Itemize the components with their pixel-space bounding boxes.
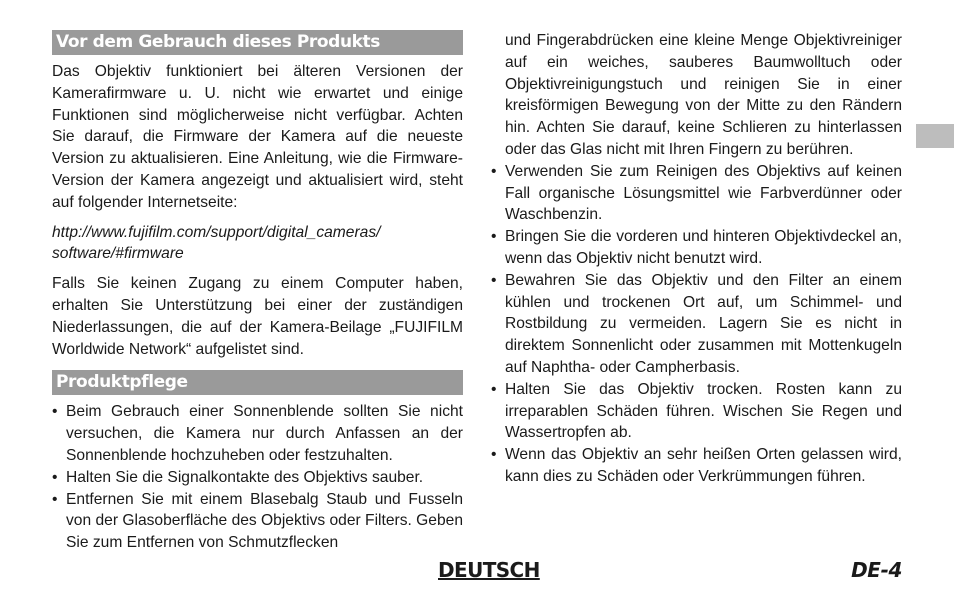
care-bullet-list-right bbox=[491, 161, 902, 488]
list-item: • Verwenden Sie zum Reinigen des Objektivs auf keinen Fall organische Lösungsmittel wie Farbverdünner oder Waschbenzin. bbox=[491, 161, 902, 226]
list-item: • Halten Sie das Objektiv trocken. Rosten kann zu irreparablen Schäden führen. Wischen Sie Regen und Wassertropfen ab. bbox=[491, 379, 902, 444]
list-item: • Halten Sie die Signalkontakte des Objektivs sauber. bbox=[52, 467, 463, 489]
firmware-paragraph: Das Objektiv funktioniert bei älteren Versionen der Kamerafirmware u. U. nicht wie erwartet und einige Funktionen sind möglicherweise nicht verfügbar. Achten Sie darauf, die Firmware der Kamera auf die neueste Version zu aktualisieren. Eine Anleitung, wie die Firmware-Version der Kamera angezeigt und aktualisiert wird, steht auf folgender Internetseite: bbox=[52, 63, 463, 211]
right-column bbox=[491, 30, 902, 488]
support-paragraph: Falls Sie keinen Zugang zu einem Computer haben, erhalten Sie Unterstützung bei einer der zuständigen Niederlassungen, die auf der Kamera-Beilage „FUJIFILM Worldwide Network“ aufgelistet sind. bbox=[52, 275, 463, 358]
list-item: • Bringen Sie die vorderen und hinteren Objektivdeckel an, wenn das Objektiv nicht benutzt wird. bbox=[491, 226, 902, 270]
care-bullet-list-left bbox=[52, 401, 463, 554]
list-item: • Wenn das Objektiv an sehr heißen Orten gelassen wird, kann dies zu Schäden oder Verkrümmungen führen. bbox=[491, 444, 902, 488]
section-heading-before-use: Vor dem Gebrauch dieses Produkts bbox=[52, 30, 463, 55]
left-column bbox=[52, 30, 463, 554]
list-item: • Bewahren Sie das Objektiv und den Filter an einem kühlen und trockenen Ort auf, um Schimmel- und Rostbildung zu vermeiden. Lagern Sie es nicht in direktem Sonnenlicht oder zusammen mit Mottenkugeln auf Naphtha- oder Campherbasis. bbox=[491, 270, 902, 379]
firmware-url[interactable]: http://www.fujifilm.com/support/digital_cameras/ software/#firmware bbox=[52, 223, 381, 263]
footer-language: DEUTSCH bbox=[438, 558, 540, 582]
list-item-continuation: und Fingerabdrücken eine kleine Menge Objektivreiniger auf ein weiches, sauberes Baumwolltuch oder Objektivreinigungstuch und reinigen Sie in einer kreisförmigen Bewegung von der Mitte zu den Rändern hin. Achten Sie darauf, keine Schlieren zu hinterlassen oder das Glas nicht mit Ihren Fingern zu berühren. bbox=[505, 32, 902, 158]
section-heading-care: Produktpflege bbox=[52, 370, 463, 395]
chapter-tab-marker bbox=[916, 124, 954, 148]
list-item: • Beim Gebrauch einer Sonnenblende sollten Sie nicht versuchen, die Kamera nur durch Anfassen an der Sonnenblende hochzuheben oder festzuhalten. bbox=[52, 401, 463, 466]
list-item: • Entfernen Sie mit einem Blasebalg Staub und Fusseln von der Glasoberfläche des Objektivs oder Filters. Geben Sie zum Entfernen von Schmutzflecken bbox=[52, 489, 463, 554]
page-number: DE-4 bbox=[851, 558, 902, 582]
